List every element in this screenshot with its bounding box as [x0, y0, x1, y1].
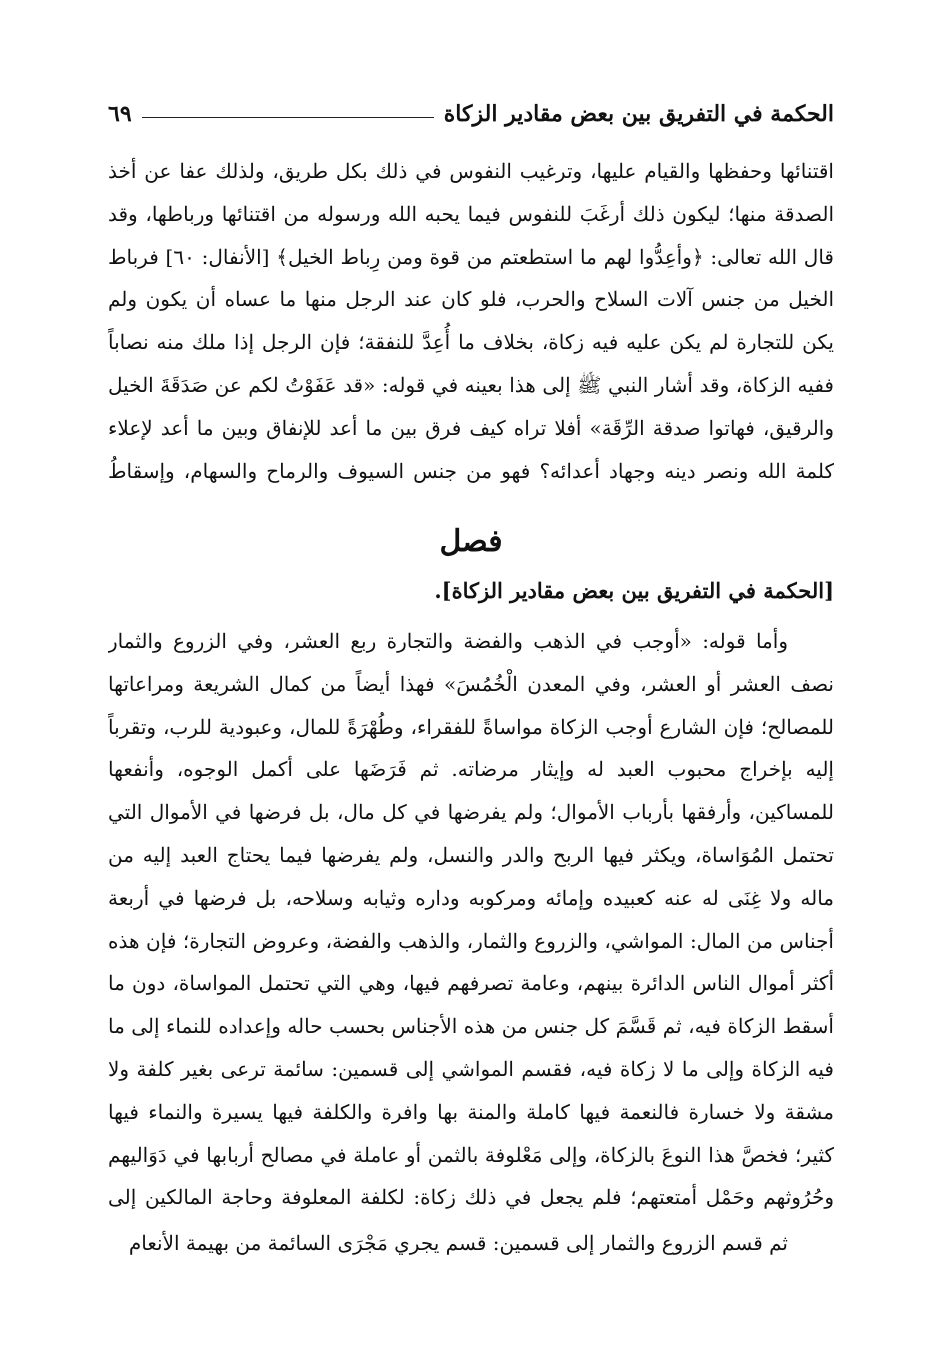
section-heading: فصل	[439, 524, 503, 559]
paragraph-2: وأما قوله: «أوجب في الذهب والفضة والتجارة ربع العشر، وفي الزروع والثمار نصف العشر أو العشر، وفي المعدن الْخُمُسَ» فهذا أيضاً من كمال الشريعة ومراعاتها للمصالح؛ فإن الشارع أوجب الزكاة مواساةً للفقراء، وطُهْرَةً للمال، وعبودية للرب، وتقرباً إليه بإخراج محبوب العبد له وإيثار مرضاته. ثم فَرَضَها على أكمل الوجوه، وأنفعها للمساكين، وأرفقها بأرباب الأموال؛ ولم يفرضها في كل مال، بل فرضها في الأموال التي تحتمل المُوَاساة، ويكثر فيها الربح والدر والنسل، ولم يفرضها فيما يحتاج العبد إليه من ماله ولا غِنَى له عنه كعبيده وإمائه ومركوبه وداره وثيابه وسلاحه، بل فرضها في أربعة أجناس من المال: المواشي، والزروع والثمار، والذهب والفضة، وعروض التجارة؛ فإن هذه أكثر أموال الناس الدائرة بينهم، وعامة تصرفهم فيها، وهي التي تحتمل المواساة، دون ما أسقط الزكاة فيه، ثم قَسَّمَ كل جنس من هذه الأجناس بحسب حاله وإعداده للنماء إلى ما فيه الزكاة وإلى ما لا زكاة فيه، فقسم المواشي إلى قسمين: سائمة ترعى بغير كلفة ولا مشقة ولا خسارة فالنعمة فيها كاملة والمنة بها وافرة والكلفة فيها يسيرة والنماء فيها كثير؛ فخصَّ هذا النوعَ بالزكاة، وإلى مَعْلوفة بالثمن أو عاملة في مصالح أربابها في دَوَاليهم وحُرُوثهم وحَمْل أمتعتهم؛ فلم يجعل في ذلك زكاة: لكلفة المعلوفة وحاجة المالكين إلى	[108, 629, 834, 1210]
paragraph-3: ثم قسم الزروع والثمار إلى قسمين: قسم يجري مَجْرَى السائمة من بهيمة الأنعام	[128, 1231, 788, 1255]
paragraph-1: اقتنائها وحفظها والقيام عليها، وترغيب النفوس في ذلك بكل طريق، ولذلك عفا عن أخذ الصدقة منها؛ ليكون ذلك أرغَبَ للنفوس فيما يحبه الله ورسوله من اقتنائها ورباطها، وقد قال الله تعالى: ﴿وأعِدُّوا لهم ما استطعتم من قوة ومن رِباط الخيل﴾ [الأنفال: ٦٠] فرباط الخيل من جنس آلات السلاح والحرب، فلو كان عند الرجل منها ما عساه أن يكون ولم يكن للتجارة لم يكن عليه فيه زكاة، بخلاف ما أُعِدَّ للنفقة؛ فإن الرجل إذا ملك منه نصاباً ففيه الزكاة، وقد أشار النبي ﷺ إلى هذا بعينه في قوله: «قد عَفَوْتُ لكم عن صَدَقَةَ الخيل والرقيق، فهاتوا صدقة الرِّقَة» أفلا تراه كيف فرق بين ما أعد للإنفاق وبين ما أعد لإعلاء كلمة الله ونصر دينه وجهاد أعدائه؟ فهو من جنس السيوف والرماح والسهام، وإسقاطُ	[108, 159, 834, 483]
section-subtitle: [الحكمة في التفريق بين بعض مقادير الزكاة].	[434, 578, 834, 603]
running-header	[108, 96, 834, 132]
header-rule	[142, 117, 434, 118]
page-number: ٦٩	[108, 101, 132, 127]
running-title: الحكمة في التفريق بين بعض مقادير الزكاة	[443, 101, 834, 127]
